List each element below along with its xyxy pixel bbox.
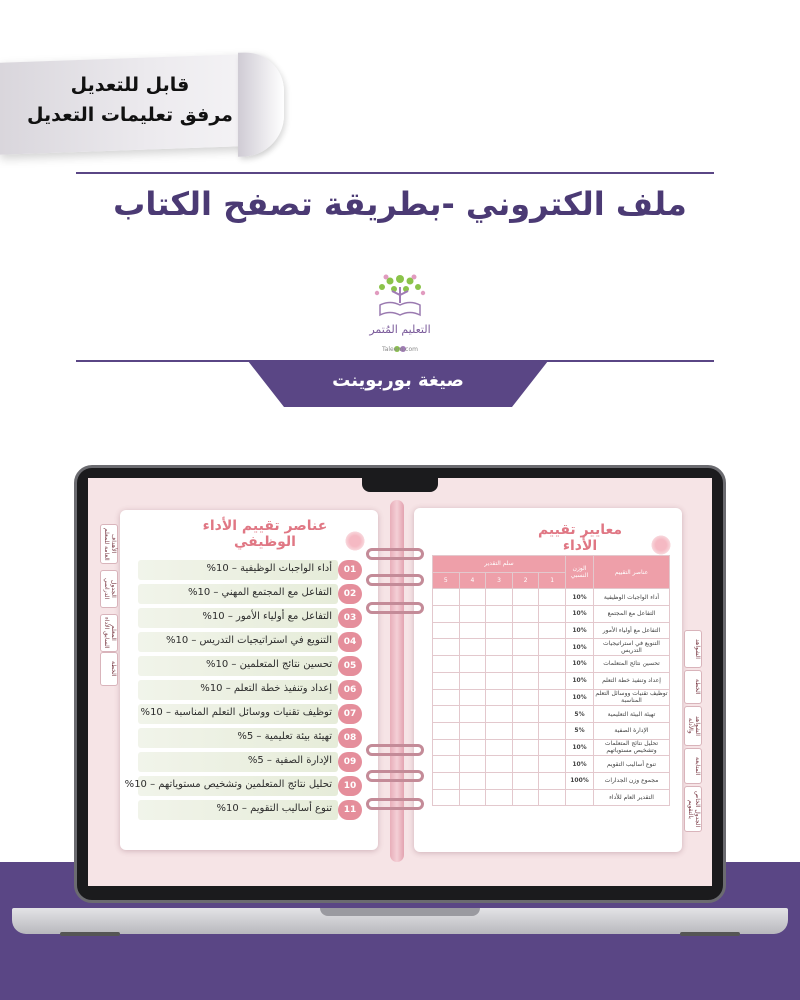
table-row	[433, 706, 670, 723]
banner-line-1: قابل للتعديل	[70, 74, 190, 96]
row-weight: 10%	[566, 739, 594, 756]
row-weight: 10%	[566, 622, 594, 639]
item-text: إعداد وتنفيذ خطة التعلم – 10%	[200, 683, 332, 694]
col-header-scale: سلم التقدير	[433, 556, 566, 573]
laptop-foot-left	[60, 932, 120, 936]
binder-ring	[366, 602, 424, 614]
table-row	[433, 789, 670, 806]
row-weight: 10%	[566, 589, 594, 606]
right-tab-evidence[interactable]: الشواهد	[684, 630, 702, 668]
list-item	[124, 776, 362, 796]
col-header-weight: الوزن النسبي	[566, 556, 594, 589]
binder-ring	[366, 574, 424, 586]
row-name: التنويع في استراتيجيات التدريس	[594, 639, 670, 656]
table-row	[433, 756, 670, 773]
row-weight: 10%	[566, 606, 594, 623]
banner-text	[14, 70, 246, 130]
binder-ring	[366, 798, 424, 810]
item-number: 07	[338, 704, 362, 724]
item-text: أداء الواجبات الوظيفية – 10%	[206, 563, 332, 574]
item-text: التنويع في استراتيجيات التدريس – 10%	[165, 635, 332, 646]
table-row	[433, 656, 670, 673]
item-number: 11	[338, 800, 362, 820]
list-item	[130, 752, 362, 772]
page-title: ملف الكتروني -بطريقة تصفح الكتاب	[113, 185, 687, 223]
item-text: التفاعل مع أولياء الأمور – 10%	[202, 611, 332, 622]
row-name: الإدارة الصفية	[594, 722, 670, 739]
table-row	[433, 739, 670, 756]
row-weight	[566, 789, 594, 806]
item-text: تهيئة بيئة تعليمية – 5%	[237, 731, 332, 742]
row-name: توظيف تقنيات ووسائل التعلم المناسبة	[595, 690, 668, 705]
list-item	[130, 800, 362, 820]
row-name: أداء الواجبات الوظيفية	[594, 589, 670, 606]
list-item	[130, 680, 362, 700]
left-page-title: عناصر تقييم الأداء الوظيفي	[202, 518, 328, 550]
col-header-element: عناصر التقييم	[594, 556, 670, 589]
list-item	[130, 656, 362, 676]
item-number: 09	[338, 752, 362, 772]
item-number: 03	[338, 608, 362, 628]
right-tab-plan[interactable]: الخطة	[684, 670, 702, 704]
binder-ring	[366, 744, 424, 756]
binder-ring	[366, 548, 424, 560]
item-number: 06	[338, 680, 362, 700]
list-item	[130, 704, 362, 724]
row-weight: 5%	[566, 722, 594, 739]
item-text: الإدارة الصفية – 5%	[247, 755, 332, 766]
item-text: تحسين نتائج المتعلمين – 10%	[205, 659, 332, 670]
row-weight: 10%	[566, 672, 594, 689]
row-name: تنوع أساليب التقويم	[594, 756, 670, 773]
row-weight: 5%	[566, 706, 594, 723]
laptop-foot-right	[680, 932, 740, 936]
list-item	[130, 632, 362, 652]
scale-col: 5	[433, 572, 460, 589]
scale-col: 4	[459, 572, 486, 589]
table-row	[433, 672, 670, 689]
laptop-notch	[362, 478, 438, 492]
row-name: التفاعل مع المجتمع	[594, 606, 670, 623]
item-number: 02	[338, 584, 362, 604]
table-row	[433, 622, 670, 639]
banner-line-2: مرفق تعليمات التعديل	[27, 104, 233, 126]
laptop-base-notch	[320, 908, 480, 916]
row-name: تحسين نتائج المتعلمات	[594, 656, 670, 673]
logo-name: التعليم المُتمر	[369, 323, 431, 336]
item-number: 08	[338, 728, 362, 748]
table-row	[433, 722, 670, 739]
table-row	[433, 606, 670, 623]
format-tab-label: صيغة بوربوينت	[332, 370, 464, 391]
left-tab-previous[interactable]: المعلم السابق الأداء	[100, 614, 118, 652]
right-tab-evaluation-schedule[interactable]: الجدول الخاص بالتقويم	[684, 786, 702, 832]
item-text: توظيف تقنيات ووسائل التعلم المناسبة – 10%	[140, 707, 332, 718]
binder-ring	[366, 770, 424, 782]
list-item	[130, 728, 362, 748]
list-item	[130, 560, 362, 580]
item-text: التفاعل مع المجتمع المهني – 10%	[187, 587, 332, 598]
scale-col: 1	[539, 572, 566, 589]
list-item	[130, 608, 362, 628]
table-row	[433, 639, 670, 656]
row-name: التقدير العام للأداء	[594, 789, 670, 806]
left-tab-plan[interactable]: الخطة	[100, 652, 118, 686]
row-name: إعداد وتنفيذ خطة التعلم	[594, 672, 670, 689]
table-row	[433, 589, 670, 606]
title-rule-top	[76, 172, 714, 174]
row-name: تحليل نتائج المتعلمات وتشخيص مستوياتهم	[594, 739, 670, 756]
list-item	[130, 584, 362, 604]
left-tab-goals[interactable]: الأهداف العامة للمعلم	[100, 524, 118, 564]
row-weight: 10%	[566, 639, 594, 656]
item-number: 04	[338, 632, 362, 652]
row-weight: 10%	[566, 756, 594, 773]
right-tab-evidence-proofs[interactable]: الشواهد والأدلة	[684, 706, 702, 746]
item-text: تحليل نتائج المتعلمين وتشخيص مستوياتهم – 10%	[124, 779, 332, 790]
scale-col: 3	[486, 572, 513, 589]
right-page-title: معايير تقييم الأداء	[537, 522, 623, 554]
row-weight: 10%	[566, 656, 594, 673]
item-number: 01	[338, 560, 362, 580]
table-row	[433, 772, 670, 789]
right-tab-followup[interactable]: المتابعة	[684, 748, 702, 784]
item-number: 10	[338, 776, 362, 796]
left-tab-schedule[interactable]: الجدول الدراسي	[100, 570, 118, 608]
tree-book-logo-icon	[360, 265, 440, 355]
scale-col: 2	[512, 572, 539, 589]
row-weight: 10%	[566, 689, 594, 706]
item-number: 05	[338, 656, 362, 676]
row-name: مجموع وزن الجدارات	[594, 772, 670, 789]
flower-icon	[344, 530, 366, 552]
row-name: التفاعل مع أولياء الأمور	[594, 622, 670, 639]
flower-icon	[650, 534, 672, 556]
criteria-table	[432, 555, 670, 806]
item-text: تنوع أساليب التقويم – 10%	[216, 803, 332, 814]
row-weight: 100%	[566, 772, 594, 789]
table-row	[433, 689, 670, 706]
row-name: تهيئة البيئة التعليمية	[594, 706, 670, 723]
logo-url: Taleem.com	[382, 346, 418, 353]
